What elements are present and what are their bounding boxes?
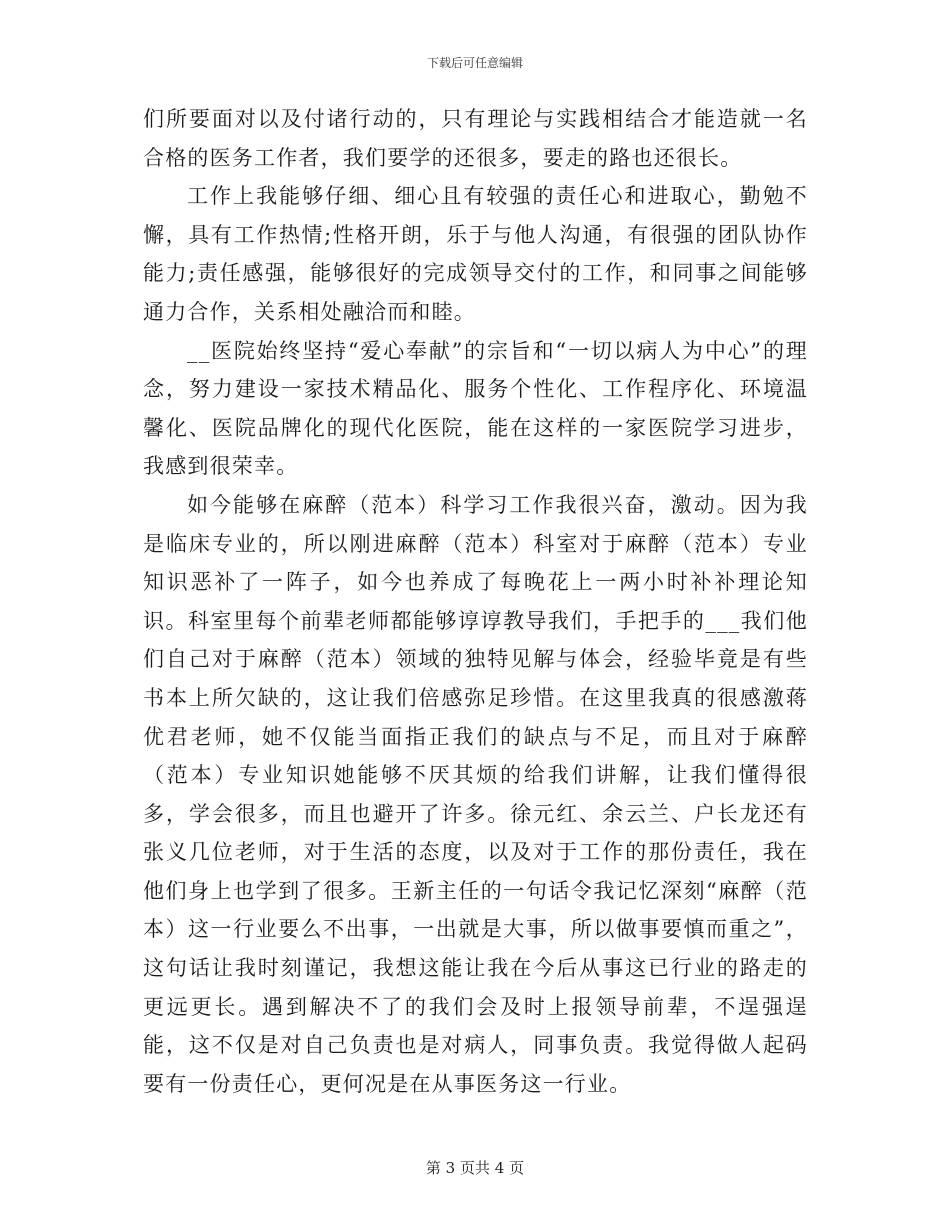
paragraph-1: 们所要面对以及付诸行动的，只有理论与实践相结合才能造就一名合格的医务工作者，我们要学的还很多，要走的路也还很长。 [143, 107, 808, 170]
document-body [143, 100, 808, 1103]
page-header: 下载后可任意编辑 [426, 56, 523, 70]
page-footer: 第 3 页共 4 页 [425, 1159, 525, 1177]
paragraph-4: 如今能够在麻醉（范本）科学习工作我很兴奋，激动。因为我是临床专业的，所以刚进麻醉（范本）科室对于麻醉（范本）专业知识恶补了一阵子，如今也养成了每晚花上一两小时补补理论知识。科室里每个前辈老师都能够谆谆教导我们，手把手的___我们他们自己对于麻醉（范本）领域的独特见解与体会，经验毕竟是有些书本上所欠缺的，这让我们倍感弥足珍惜。在这里我真的很感激蒋优君老师，她不仅能当面指正我们的缺点与不足，而且对于麻醉（范本）专业知识她能够不厌其烦的给我们讲解，让我们懂得很多，学会很多，而且也避开了许多。徐元红、余云兰、户长龙还有张义几位老师，对于生活的态度，以及对于工作的那份责任，我在他们身上也学到了很多。王新主任的一句话令我记忆深刻“麻醉（范本）这一行业要么不出事，一出就是大事，所以做事要慎而重之”，这句话让我时刻谨记，我想这能让我在今后从事这已行业的路走的更远更长。遇到解决不了的我们会及时上报领导前辈，不逞强逞能，这不仅是对自己负责也是对病人，同事负责。我觉得做人起码要有一份责任心，更何况是在从事医务这一行业。 [143, 492, 808, 1096]
paragraph-3: __医院始终坚持“爱心奉献”的宗旨和“一切以病人为中心”的理念，努力建设一家技术精品化、服务个性化、工作程序化、环境温馨化、医院品牌化的现代化医院，能在这样的一家医院学习进步，我感到很荣幸。 [143, 338, 808, 479]
paragraph-2: 工作上我能够仔细、细心且有较强的责任心和进取心，勤勉不懈，具有工作热情;性格开朗，乐于与他人沟通，有很强的团队协作能力;责任感强，能够很好的完成领导交付的工作，和同事之间能够通力合作，关系相处融洽而和睦。 [143, 184, 808, 324]
